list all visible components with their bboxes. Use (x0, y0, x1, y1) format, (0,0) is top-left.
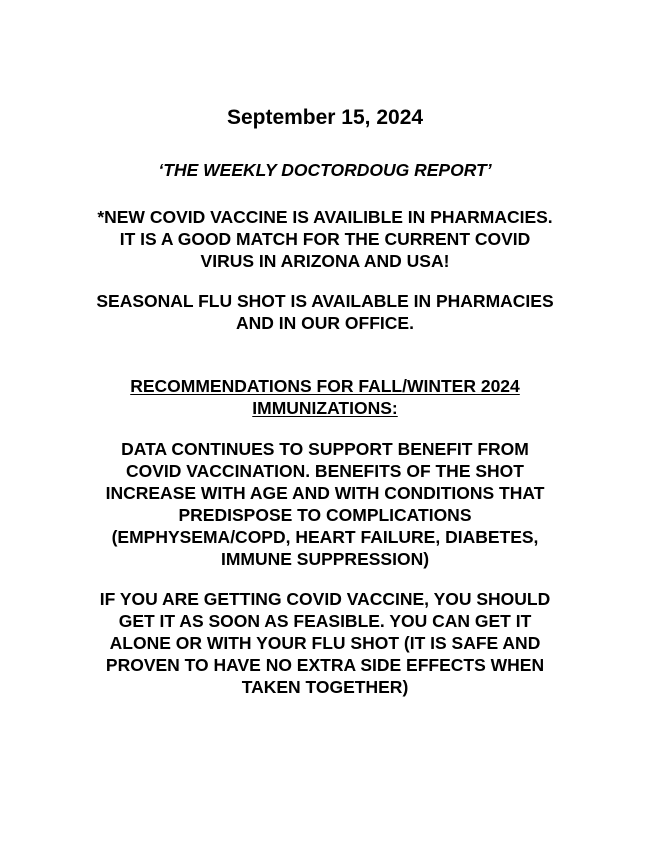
data-paragraph-line: DATA CONTINUES TO SUPPORT BENEFIT FROM (121, 439, 529, 459)
data-paragraph-line: IMMUNE SUPPRESSION) (220, 549, 430, 569)
timing-paragraph-line: GET IT AS SOON AS FEASIBLE. YOU CAN GET IT (118, 611, 532, 631)
data-paragraph-line: PREDISPOSE TO COMPLICATIONS (178, 505, 472, 525)
recommendations-heading-line: RECOMMENDATIONS FOR FALL/WINTER 2024 (130, 376, 520, 396)
report-title: ‘THE WEEKLY DOCTORDOUG REPORT’ (158, 160, 492, 180)
timing-paragraph-line: PROVEN TO HAVE NO EXTRA SIDE EFFECTS WHEN (105, 655, 545, 675)
covid-vaccine-notice (40, 206, 610, 272)
recommendations-heading-line: IMMUNIZATIONS: (252, 398, 398, 418)
timing-paragraph-line: IF YOU ARE GETTING COVID VACCINE, YOU SHOULD (99, 589, 551, 609)
data-paragraph-line: (EMPHYSEMA/COPD, HEART FAILURE, DIABETES, (111, 527, 539, 547)
timing-paragraph (40, 588, 610, 698)
recommendations-heading (40, 375, 610, 419)
flu-shot-notice (40, 290, 610, 334)
covid-vaccine-notice-line: VIRUS IN ARIZONA AND USA! (200, 251, 450, 271)
data-paragraph (40, 438, 610, 570)
covid-vaccine-notice-line: IT IS A GOOD MATCH FOR THE CURRENT COVID (119, 229, 531, 249)
timing-paragraph-line: TAKEN TOGETHER) (241, 677, 409, 697)
data-paragraph-line: INCREASE WITH AGE AND WITH CONDITIONS THAT (105, 483, 545, 503)
data-paragraph-line: COVID VACCINATION. BENEFITS OF THE SHOT (126, 461, 524, 481)
flu-shot-notice-line: SEASONAL FLU SHOT IS AVAILABLE IN PHARMACIES (96, 291, 554, 311)
timing-paragraph-line: ALONE OR WITH YOUR FLU SHOT (IT IS SAFE AND (109, 633, 541, 653)
report-date: September 15, 2024 (226, 106, 424, 129)
flu-shot-notice-line: AND IN OUR OFFICE. (236, 313, 414, 333)
covid-vaccine-notice-line: *NEW COVID VACCINE IS AVAILIBLE IN PHARMACIES. (97, 207, 553, 227)
